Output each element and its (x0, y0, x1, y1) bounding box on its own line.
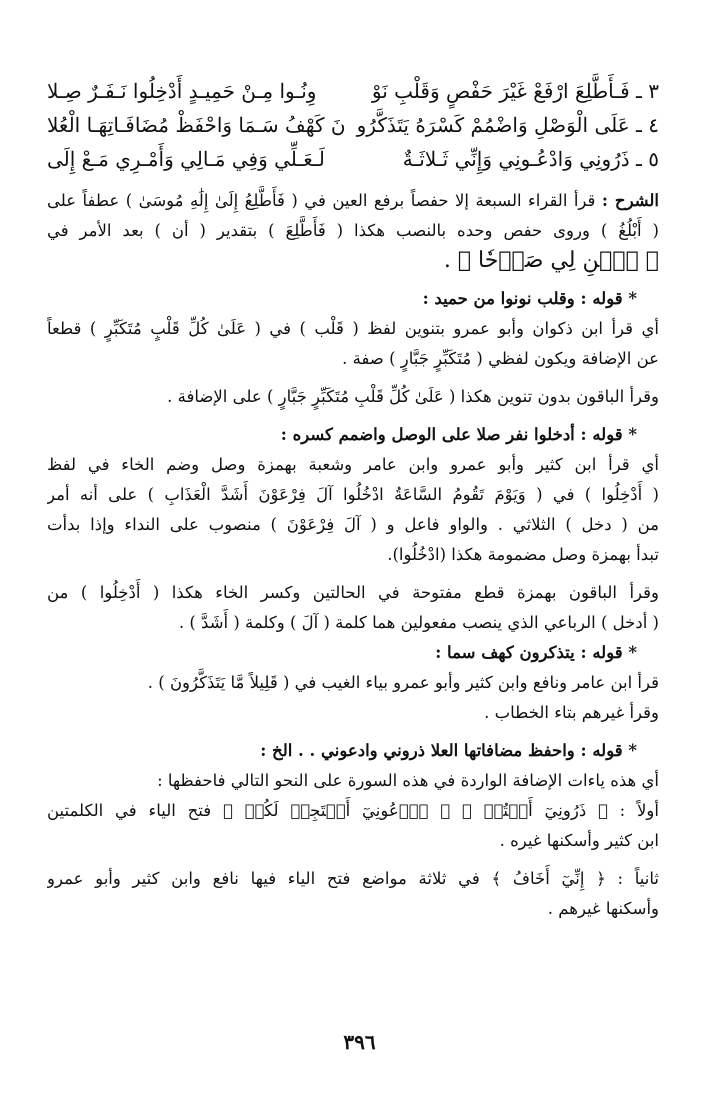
text-line: ابن كثير وأسكنها غيره . (499, 831, 659, 850)
verse-left-hemistich: لَـعَـلِّي وَفِي مَـالِي وَأَمْـرِي مَـعْ إِلَى (47, 147, 325, 171)
section-heading: * قوله : واحفظ مضافاتها العلا ذروني وادعوني . . الخ : (260, 741, 637, 760)
text-line-content: قرأ القراء السبعة إلا حفصاً برفع العين في ( فَأَطَّلِعُ إِلَىٰ إِلَٰهِ مُوسَىٰ ) عطفاً على (47, 191, 596, 210)
text-line: ثانياً : ﴿ إِنِّيٓ أَخَافُ ﴾ في ثلاثة مواضع فتح الياء فيها نافع وابن كثير وأبو عمرو (47, 869, 659, 888)
section-heading: * قوله : وقلب نونوا من حميد : (422, 289, 637, 308)
section-heading: * قوله : أدخلوا نفر صلا على الوصل واضمم كسره : (280, 425, 637, 444)
text-line: ( أَبْلُغُ ) وروى حفص وحده بالنصب هكذا ( فَأَطَّلِعَ ) بتقدير ( أن ) بعد الأمر في (47, 221, 659, 240)
section-heading: * قوله : يتذكرون كهف سما : (435, 643, 637, 662)
sharh-label: الشرح : (601, 191, 659, 210)
text-line: ( أَدْخِلُوا ) في ( وَيَوْمَ تَقُومُ السَّاعَةُ ادْخُلُوا آلَ فِرْعَوْنَ أَشَدَّ الْعَذَابِ ) على أنه أمر (47, 485, 659, 504)
quran-verse: ﴿ ٱبۡنِ لِي صَرۡحٗا ﴾ . (443, 248, 659, 273)
text-line: وقرأ الباقون بهمزة قطع مفتوحة في الحالتين وكسر الخاء هكذا ( أَدْخِلُوا ) من (47, 583, 659, 602)
text-line: ( أدخل ) الرباعي الذي ينصب مفعولين هما كلمة ( آلَ ) وكلمة ( أَشَدَّ ) . (178, 613, 659, 632)
verse-line (47, 108, 659, 142)
text-line: من ( دخل ) الثلاثي . والواو فاعل و ( آلَ فِرْعَوْنَ ) منصوب على النداء وإذا بدأت (47, 515, 659, 534)
verse-right-hemistich: ٣ ـ فَـأَطَّلِعَ ارْفَعْ غَيْرَ حَفْصٍ وَقَلْبِ نَوْ (371, 79, 659, 103)
text-line: أي قرأ ابن ذكوان وأبو عمرو بتنوين لفظ ( قَلْب ) في ( عَلَىٰ كُلِّ قَلْبٍ مُتَكَبِّرٍ ) قطعاً (47, 319, 659, 338)
text-line: عن الإضافة ويكون لفظي ( مُتَكَبِّرٍ جَبَّارٍ ) صفة . (342, 349, 659, 368)
verse-left-hemistich: وِنُـوا مِـنْ حَمِيـدٍ أَدْخِلُوا نَـفَـرٌ صِـلا (47, 79, 317, 103)
verse-left-hemistich: نَ كَهْفُ سَـمَا وَاحْفَظْ مُضَافَـاتِهَـا الْعُلا (47, 113, 346, 137)
text-line: أي قرأ ابن كثير وأبو عمرو وابن عامر وشعبة بهمزة وصل وضم الخاء في لفظ (47, 455, 659, 474)
text-line: وأسكنها غيرهم . (547, 899, 659, 918)
text-line (47, 186, 659, 216)
verse-right-hemistich: ٥ ـ ذَرُونِي وَادْعُـونِي وَإِنِّي ثَـلاثَـةٌ (402, 147, 659, 171)
verse-right-hemistich: ٤ ـ عَلَى الْوَصْلِ وَاضْمُمْ كَسْرَهُ يَتَذَكَّرُو (356, 113, 659, 137)
text-line: وقرأ غيرهم بتاء الخطاب . (484, 703, 659, 722)
commentary-body (47, 186, 659, 924)
text-line: أي هذه ياءات الإضافة الواردة في هذه السورة على النحو التالي فاحفظها : (157, 771, 659, 790)
text-line: قرأ ابن عامر ونافع وابن كثير وأبو عمرو بياء الغيب في ( قَلِيلاً مَّا يَتَذَكَّرُونَ ) . (147, 673, 659, 692)
poem-verses (47, 74, 659, 176)
text-line: وقرأ الباقون بدون تنوين هكذا ( عَلَىٰ كُلِّ قَلْبِ مُتَكَبِّرٍ جَبَّارٍ ) على الإضافة . (167, 387, 659, 406)
verse-line (47, 74, 659, 108)
text-line: أولاً : ﴿ ذَرُونِيٓ أَقۡتُلۡ ﴾ ﴿ ٱدۡعُونِيٓ أَسۡتَجِبۡ لَكُمۡ ﴾ فتح الياء في الكلمتين (47, 801, 659, 820)
verse-line (47, 142, 659, 176)
text-line: تبدأ بهمزة وصل مضمومة هكذا (ادْخُلُوا). (387, 545, 659, 564)
page-number: ٣٩٦ (343, 1030, 376, 1054)
